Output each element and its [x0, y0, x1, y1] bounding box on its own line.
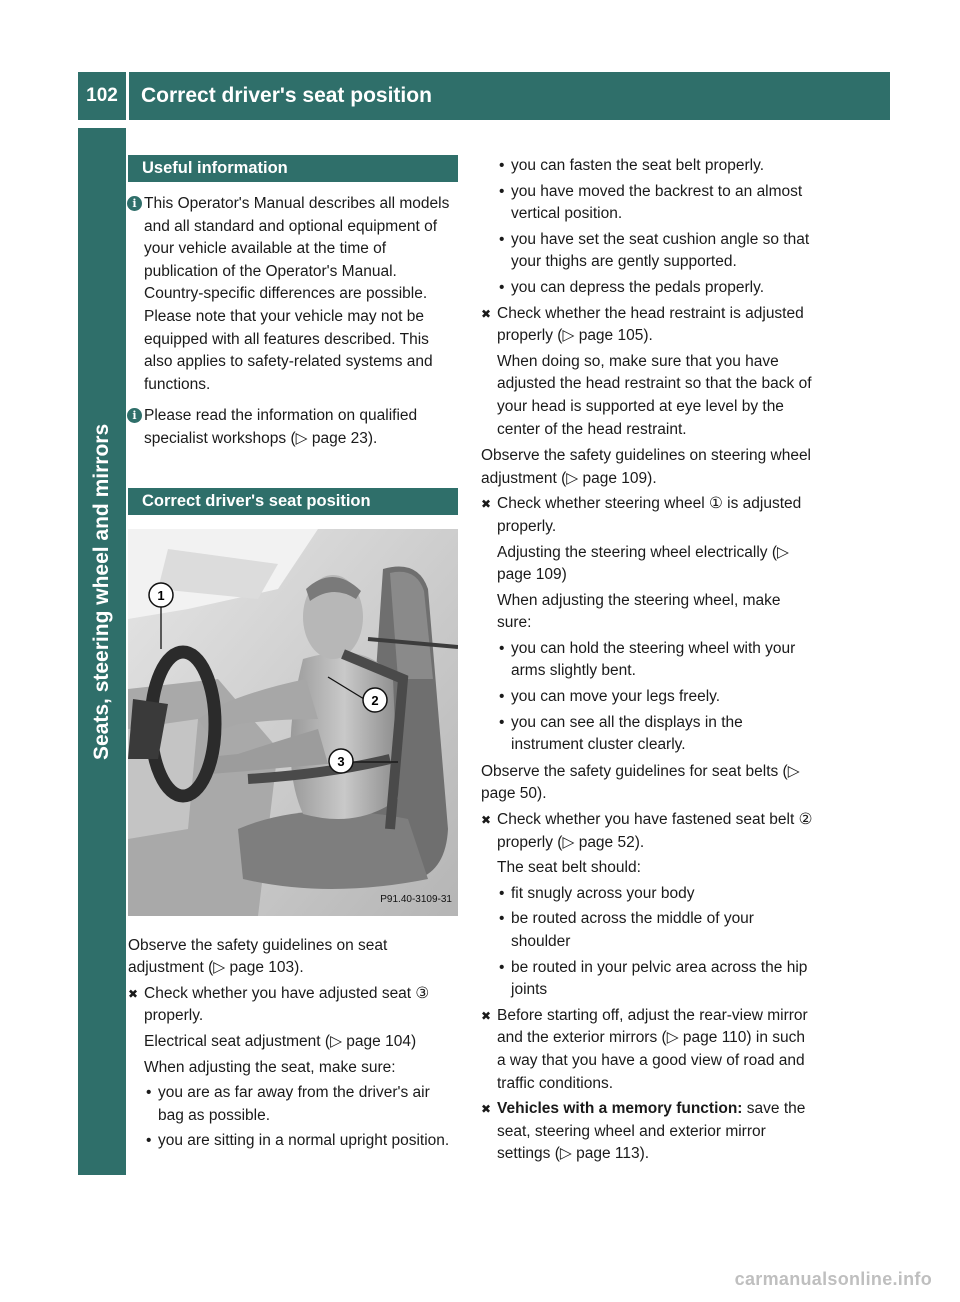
belts-intro: Observe the safety guidelines for seat belts (▷ page 50). — [481, 762, 800, 803]
watermark: carmanualsonline.info — [734, 1269, 932, 1289]
step-note: Electrical seat adjustment (▷ page 104) — [144, 1032, 417, 1050]
step-item — [481, 303, 813, 348]
bullet-text: be routed across the middle of your shoulder — [511, 910, 754, 950]
bullet-text: you have set the seat cushion angle so that your thighs are gently supported. — [511, 230, 810, 271]
side-tab-label-wrap — [78, 220, 126, 760]
page-title: Correct driver's seat position — [141, 84, 432, 107]
bullet-text: you are sitting in a normal upright position. — [158, 1132, 450, 1150]
driver-illustration — [128, 529, 458, 916]
step-item — [128, 983, 458, 1028]
bullet-text: be routed in your pelvic area across the hip joints — [511, 958, 808, 999]
memory-function-label: Vehicles with a memory function: — [497, 1100, 743, 1118]
bullet-item — [481, 229, 813, 274]
step-item — [481, 493, 813, 538]
bullet-item — [481, 638, 813, 683]
step-text: Check whether you have fastened seat belt ② properly (▷ page 52). — [497, 811, 813, 851]
bullet-item — [481, 686, 813, 709]
info-icon: i — [127, 196, 142, 211]
bullet-text: you can fasten the seat belt properly. — [511, 157, 765, 174]
bullet-icon: • — [499, 230, 505, 248]
bullet-icon: • — [499, 910, 505, 928]
bullet-text: fit snugly across your body — [511, 884, 695, 902]
step-note: The seat belt should: — [497, 859, 641, 877]
callout-3 — [329, 749, 353, 773]
bullet-item — [128, 1082, 458, 1127]
step-item — [481, 1098, 813, 1166]
left-column — [128, 155, 458, 1153]
bullet-text: you can see all the displays in the instrument cluster clearly. — [511, 713, 743, 754]
seat-intro: Observe the safety guidelines on seat adjustment (▷ page 103). — [128, 936, 388, 977]
right-column — [481, 155, 813, 1166]
bullet-icon: • — [499, 278, 505, 296]
steering-intro: Observe the safety guidelines on steering wheel adjustment (▷ page 109). — [481, 447, 812, 487]
step-note: When doing so, make sure that you have adjusted the head restraint so that the back of your head is supported at eye level by the center of the head restraint. — [497, 352, 812, 438]
step-note: When adjusting the seat, make sure: — [144, 1058, 396, 1076]
callout-2-label: 2 — [371, 692, 379, 708]
bullet-item — [481, 181, 813, 226]
bullet-item — [481, 155, 813, 178]
bullet-icon: • — [499, 958, 505, 976]
bullet-icon: • — [499, 157, 505, 174]
bullet-item — [481, 277, 813, 300]
bullet-text: you are as far away from the driver's air bag as possible. — [158, 1084, 430, 1124]
bullet-item — [128, 1130, 458, 1153]
bullet-item — [481, 908, 813, 953]
callout-3-label: 3 — [337, 753, 345, 769]
memory-function-text: save the seat, steering wheel and exterior mirror settings (▷ page 113). — [497, 1100, 806, 1163]
bullet-icon: • — [499, 713, 505, 731]
page-number: 102 — [86, 85, 118, 106]
step-text: Check whether you have adjusted seat ③ properly. — [144, 984, 430, 1025]
bullet-text: you can hold the steering wheel with your arms slightly bent. — [511, 639, 796, 680]
arrow-icon: ✖ — [128, 986, 139, 1001]
bullet-text: you can depress the pedals properly. — [511, 278, 765, 296]
bullet-item — [481, 957, 813, 1002]
header-divider — [126, 72, 129, 120]
step-note: When adjusting the steering wheel, make sure: — [497, 591, 781, 632]
bullet-item — [481, 883, 813, 906]
bullet-icon: • — [146, 1132, 152, 1150]
info-note — [128, 193, 458, 396]
bullet-text: you can move your legs freely. — [511, 688, 721, 706]
arrow-icon: ✖ — [481, 1102, 492, 1117]
step-text — [497, 1098, 813, 1166]
seat-position-figure — [128, 529, 458, 916]
info-note — [128, 405, 458, 450]
info-text: Please read the information on qualified specialist workshops (▷ page 23). — [144, 407, 418, 447]
bullet-icon: • — [499, 884, 505, 902]
bullet-text: you have moved the backrest to an almost vertical position. — [511, 182, 803, 223]
side-tab-label: Seats, steering wheel and mirrors — [90, 423, 113, 760]
bullet-icon: • — [499, 639, 505, 657]
bullet-icon: • — [499, 688, 505, 706]
step-text: Before starting off, adjust the rear-view mirror and the exterior mirrors (▷ page 110) in such a way that you have a good view of road and traffic conditions. — [497, 1006, 808, 1092]
step-item — [481, 809, 813, 854]
section-heading-seat: Correct driver's seat position — [128, 488, 458, 515]
callout-2 — [363, 688, 387, 712]
step-item — [481, 1005, 813, 1095]
step-text: Check whether the head restraint is adjusted properly (▷ page 105). — [497, 304, 804, 345]
arrow-icon: ✖ — [481, 813, 492, 828]
callout-1-label: 1 — [157, 587, 165, 603]
bullet-icon: • — [499, 182, 505, 200]
arrow-icon: ✖ — [481, 1008, 492, 1023]
callout-1 — [149, 583, 173, 607]
bullet-icon: • — [146, 1084, 152, 1102]
step-text: Check whether steering wheel ① is adjusted properly. — [497, 495, 802, 535]
figure-code: P91.40-3109-31 — [380, 893, 452, 905]
section-heading-useful: Useful information — [128, 155, 458, 182]
arrow-icon: ✖ — [481, 497, 492, 512]
info-text: This Operator's Manual describes all models and all standard and optional equipment of your vehicle available at the time of publication of the Operator's Manual. Country-specific differences are possible. Please note that your vehicle may not be equipped with all features described. This also applies to safety-related systems and functions. — [144, 195, 450, 393]
arrow-icon: ✖ — [481, 306, 492, 321]
step-note: Adjusting the steering wheel electrically (▷ page 109) — [497, 543, 789, 584]
info-icon: i — [127, 408, 142, 423]
bullet-item — [481, 712, 813, 757]
